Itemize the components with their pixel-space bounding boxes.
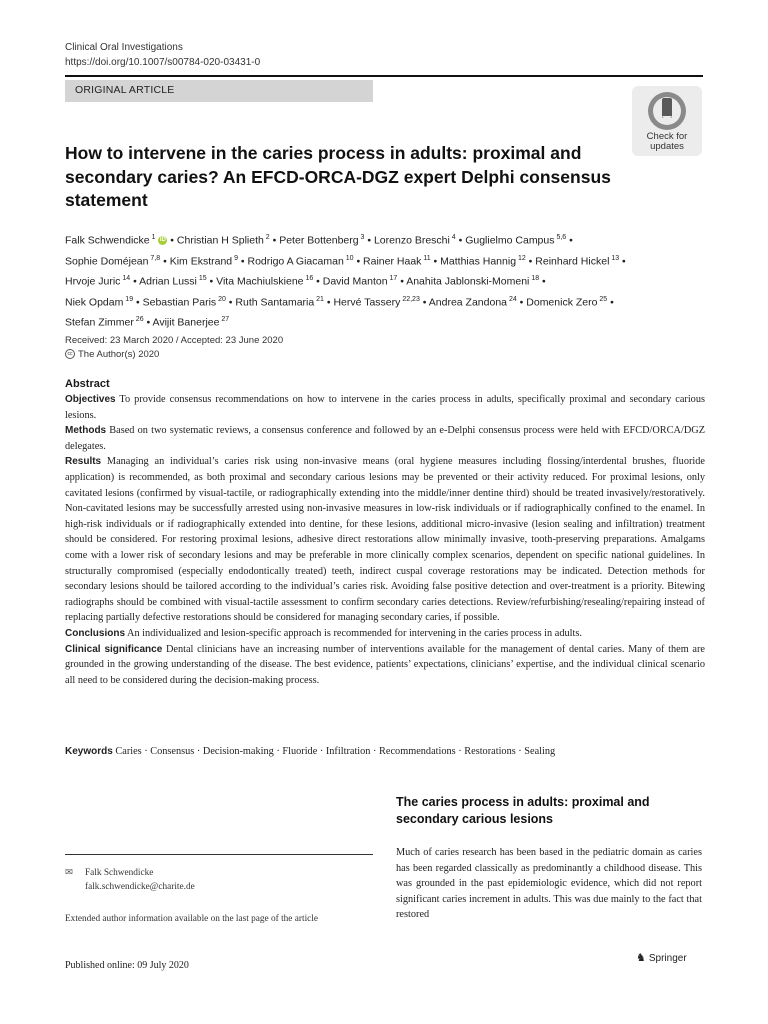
author-name: Hervé Tassery — [333, 296, 401, 308]
author-name: Rodrigo A Giacaman — [247, 255, 344, 267]
author-affiliation: 18 — [529, 275, 540, 282]
author-affiliation: 2 — [263, 234, 270, 241]
author-affiliation: 27 — [219, 316, 230, 323]
check-updates-line2: updates — [650, 141, 684, 152]
author-affiliation: 4 — [449, 234, 456, 241]
check-for-updates-badge[interactable] — [632, 86, 702, 156]
author-affiliation: 16 — [303, 275, 314, 282]
author-name: Sebastian Paris — [142, 296, 217, 308]
author-affiliation: 15 — [196, 275, 207, 282]
copyright-icon: cc — [65, 349, 75, 359]
author-name: Guglielmo Campus — [465, 234, 555, 247]
section-heading: The caries process in adults: proximal and secondary carious lesions — [396, 795, 650, 826]
abstract-section-label: Methods — [65, 425, 107, 437]
author-name: Hrvoje Juric — [65, 275, 121, 288]
author-name: Vita Machiulskiene — [216, 275, 304, 288]
author-name: Rainer Haak — [363, 255, 422, 267]
author-affiliation: 25 — [597, 295, 608, 303]
abstract-section-text: Dental clinicians have an increasing number of interventions available for the management of dental caries. Many of them are grounded in the growing understanding of the disease. The best evidence, patients’ expectations, clinicians’ expertise, and the individual clinical scenario all need to be considered during the decision-making process. — [65, 643, 705, 686]
check-updates-line1: Check for — [646, 131, 688, 142]
correspondence-info — [65, 866, 195, 894]
envelope-icon: ✉ — [65, 868, 73, 878]
author-name: Christian H Splieth — [176, 234, 264, 247]
copyright-text: The Author(s) 2020 — [78, 349, 160, 360]
article-title: How to intervene in the caries process in adults: proximal and secondary caries? An EFCD-ORCA-DGZ expert Delphi consensus statement — [65, 143, 611, 210]
publisher-name: Springer — [648, 953, 687, 964]
author-affiliation: 5,6 — [554, 234, 567, 241]
published-date: Published online: 09 July 2020 — [65, 960, 189, 971]
footnote-rule — [65, 854, 373, 855]
author-affiliation: 14 — [120, 275, 131, 282]
author-affiliation: 21 — [314, 295, 324, 303]
author-affiliation: 1 — [149, 234, 156, 241]
author-name: Stefan Zimmer — [65, 316, 134, 329]
author-line: Niek Opdam $^{19}$ • Sebastian Paris $^{20}$ • Ruth Santamaria $^{21}$ • Hervé Tassery $^{22,23}$ • Andrea Zandona $^{24}$ • Domenick Zero $^{25}$ • — [65, 295, 614, 308]
author-name: Ruth Santamaria — [235, 296, 315, 308]
author-affiliation: 9 — [232, 254, 238, 262]
abstract-section — [65, 454, 705, 626]
keywords — [65, 745, 555, 759]
abstract-section-text: An individualized and lesion-specific approach is recommended for intervening in the caries process in adults. — [125, 627, 582, 639]
author-affiliation: 17 — [387, 275, 398, 282]
article-type-banner — [65, 80, 373, 102]
article-dates — [65, 334, 283, 362]
author-affiliation: 20 — [216, 295, 226, 303]
keywords-label: Keywords — [65, 746, 113, 757]
author-affiliation: 13 — [609, 254, 620, 262]
springer-horse-icon: ♞ — [636, 952, 646, 964]
abstract-section — [65, 392, 705, 423]
abstract-body — [65, 392, 705, 688]
author-name: Matthias Hannig — [440, 255, 517, 267]
publisher-logo — [636, 951, 687, 966]
author-affiliation: 7,8 — [148, 254, 161, 262]
received-accepted-dates: Received: 23 March 2020 / Accepted: 23 June 2020 — [65, 335, 284, 346]
author-affiliation: 3 — [358, 234, 365, 241]
author-line: Stefan Zimmer $^{26}$ • Avijit Banerjee $^{27}$ — [65, 316, 230, 329]
abstract-section-label: Clinical significance — [65, 643, 163, 655]
author-name: Lorenzo Breschi — [373, 234, 450, 247]
author-name: Kim Ekstrand — [169, 255, 233, 267]
author-name: Niek Opdam — [65, 296, 124, 308]
keywords-text: Caries · Consensus · Decision-making · Fluoride · Infiltration · Recommendations · Restorations · Sealing — [115, 746, 556, 757]
abstract-heading: Abstract — [65, 378, 110, 390]
header-rule — [65, 75, 703, 77]
author-name: David Manton — [322, 275, 388, 288]
abstract-section — [65, 423, 705, 454]
author-affiliation: 22,23 — [400, 295, 420, 303]
abstract-section-label: Objectives — [65, 394, 116, 405]
author-affiliation: 19 — [123, 295, 134, 303]
copyright-line — [65, 348, 283, 362]
abstract-section-text: To provide consensus recommendations on how to intervene in the caries process in adults, specifically proximal and secondary carious lesions. — [65, 394, 705, 421]
extended-author-info: Extended author information available on the last page of the article — [65, 914, 318, 924]
orcid-icon[interactable]: iD — [159, 237, 166, 244]
doi-link[interactable]: https://doi.org/10.1007/s00784-020-03431-0 — [65, 57, 261, 68]
abstract-section — [65, 626, 705, 642]
corresponding-author-name: Falk Schwendicke — [85, 868, 154, 878]
author-affiliation: 24 — [507, 295, 517, 303]
article-type-label: ORIGINAL ARTICLE — [75, 84, 175, 96]
abstract-section — [65, 642, 705, 689]
author-name: Andrea Zandona — [428, 296, 508, 308]
author-affiliation: 12 — [516, 254, 526, 262]
journal-name: Clinical Oral Investigations — [65, 42, 183, 53]
author-list — [65, 229, 710, 332]
author-line: Falk Schwendicke $^1$ iD • Christian H Splieth $^2$ • Peter Bottenberg $^3$ • Lorenzo Breschi $^4$ • Guglielmo Campus $^{5,6}$ • — [65, 234, 573, 247]
author-name: Avijit Banerjee — [152, 316, 220, 329]
author-affiliation: 10 — [343, 254, 354, 262]
corresponding-author-email[interactable]: falk.schwendicke@charite.de — [85, 882, 195, 892]
author-name: Reinhard Hickel — [535, 255, 610, 267]
crossmark-icon — [646, 90, 688, 132]
author-name: Peter Bottenberg — [279, 234, 359, 247]
journal-header — [65, 40, 260, 70]
body-text: Much of caries research has been based in the pediatric domain as caries has been regarded classically as predominantly a childhood disease. This was grounded in the past epidemiologic evidence, which did not report significant caries increment in adults. This was due mainly to the fact that restored — [396, 847, 702, 921]
abstract-section-text: Based on two systematic reviews, a consensus conference and followed by an e-Delphi consensus process were held with EFCD/ORCA/DGZ delegates. — [65, 425, 705, 452]
author-line: Hrvoje Juric $^{14}$ • Adrian Lussi $^{15}$ • Vita Machiulskiene $^{16}$ • David Manton $^{17}$ • Anahita Jablonski-Momeni $^{18}$ • — [65, 275, 546, 288]
author-name: Falk Schwendicke — [65, 234, 150, 247]
author-name: Anahita Jablonski-Momeni — [406, 275, 530, 288]
author-name: Sophie Doméjean — [65, 255, 149, 267]
author-line: Sophie Doméjean $^{7,8}$ • Kim Ekstrand $^9$ • Rodrigo A Giacaman $^{10}$ • Rainer Haak $^{11}$ • Matthias Hannig $^{12}$ • Reinhard Hickel $^{13}$ • — [65, 254, 626, 267]
abstract — [65, 377, 705, 688]
author-name: Adrian Lussi — [139, 275, 197, 288]
author-name: Domenick Zero — [526, 296, 598, 308]
abstract-section-text: Managing an individual’s caries risk using non-invasive means (oral hygiene measures including flossing/interdental brushes, fluoride application) is recommended, as both proximal and secondary carious lesions may be prevented or their activity reduced. For proximal lesions, only cavitated lesions (confirmed by visual-tactile, or radiographically extending into the middle/inner dentine third) should be treated invasively/restoratively. Non-cavitated lesions may be successfully arrested using non-invasive measures in low-risk individuals or if radiographically confined to the enamel. In high-risk individuals or if radiographically extended into dentine, for these lesions, additional micro-invasive (lesion sealing and infiltration) treatment should be considered. For restoring proximal lesions, adhesive direct restorations allow minimally invasive, tooth-preserving preparations. Amalgams come with a lower risk of secondary lesions and may be preferable in more clinically complex scenarios, dependent on specific national guidelines. In structurally compromised (especially endodontically treated) teeth, indirect cuspal coverage restorations may be indicated. Detection methods for secondary lesions should be tailored according to the individual’s caries risk. Avoiding false positive detection and over-treatment is a priority. Bitewing radiographs should be combined with visual-tactile assessment to confirm secondary caries detections. Review/refurbishing/resealing/repairing instead of replacing partially defective restorations should be considered for managing secondary caries, if possible. — [65, 456, 705, 624]
abstract-section-label: Conclusions — [65, 627, 126, 639]
author-affiliation: 26 — [133, 316, 144, 323]
author-affiliation: 11 — [421, 254, 431, 262]
abstract-section-label: Results — [65, 456, 102, 468]
